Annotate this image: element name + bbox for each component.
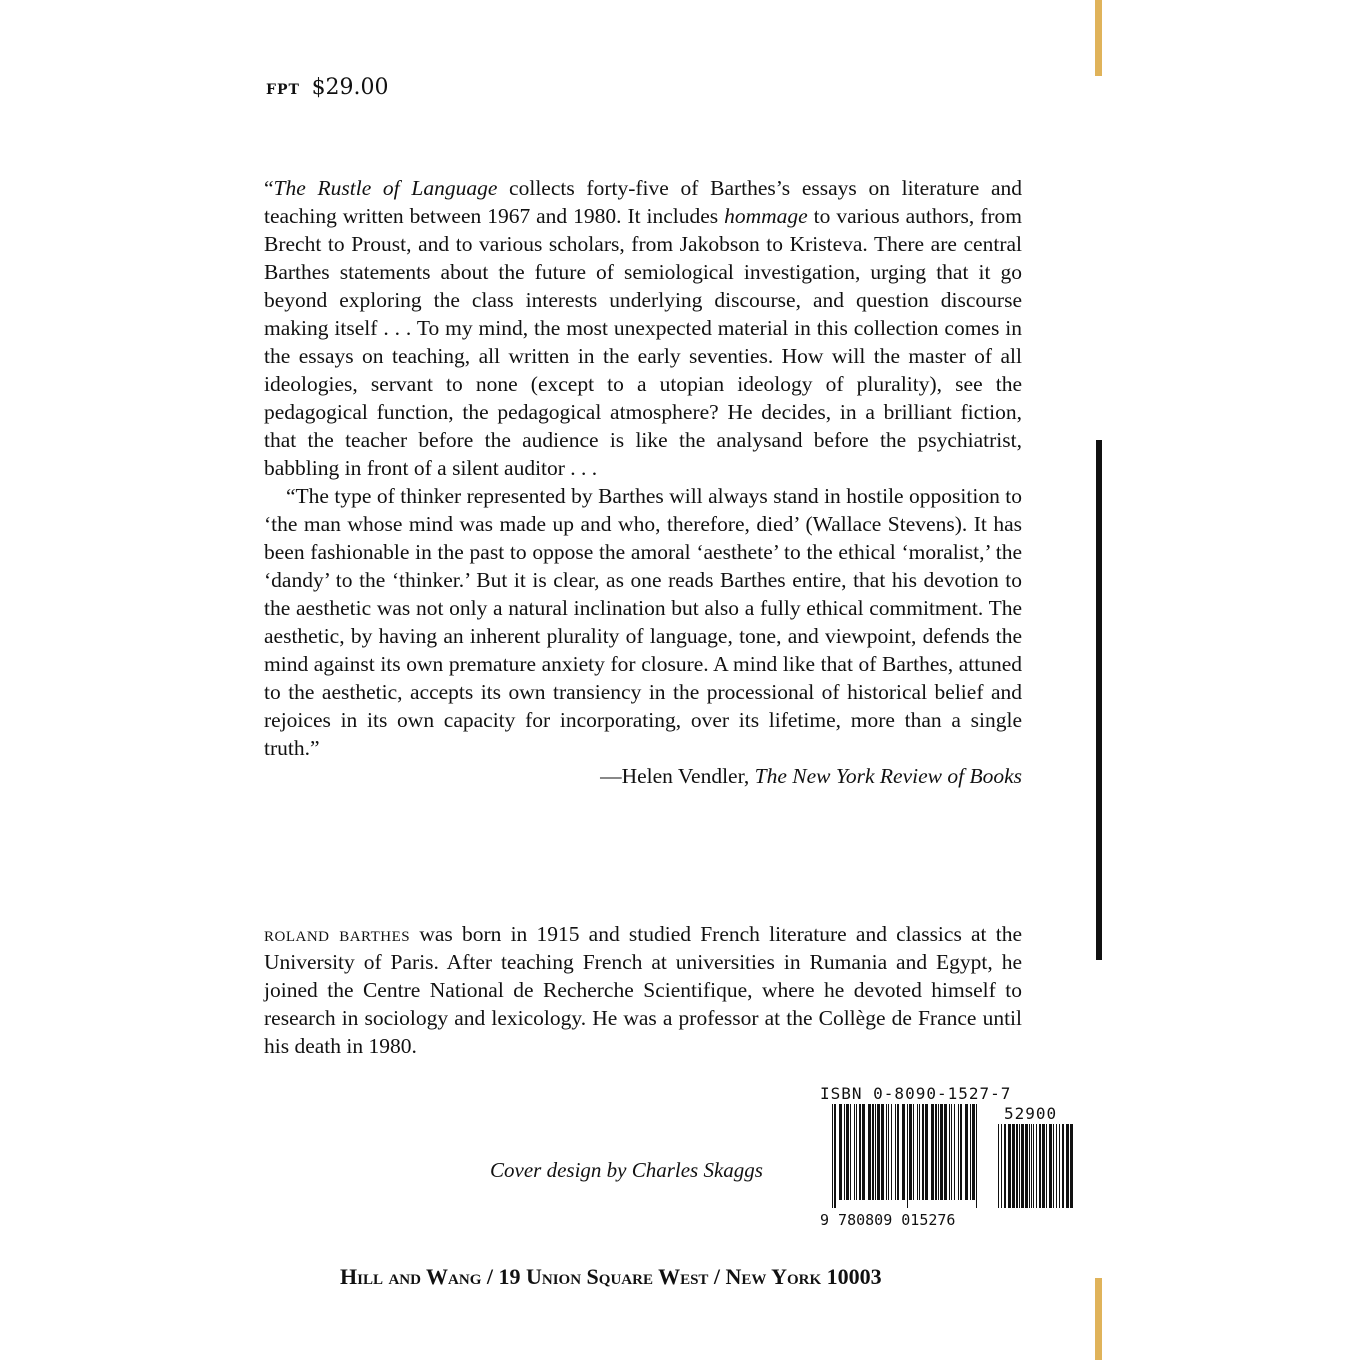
quote-text-1a: collects forty-five of Barthes’s essays on literature and teaching written between 1967 and 1980. It includes: [264, 176, 1022, 228]
barcode-bar: [917, 1104, 918, 1200]
barcode-addon-bar: [1019, 1124, 1020, 1208]
barcode-addon-bar: [1025, 1124, 1028, 1208]
spine-mark-middle: [1096, 440, 1102, 960]
book-title: The Rustle of Language: [273, 176, 498, 200]
barcode-bar: [960, 1104, 962, 1200]
barcode-bar: [850, 1104, 851, 1200]
attribution-name: —Helen Vendler,: [600, 764, 755, 788]
publisher-address: Hill and Wang / 19 Union Square West / New York 10003: [340, 1264, 882, 1289]
cover-credit: Cover design by Charles Skaggs: [490, 1158, 763, 1182]
barcode-bar: [846, 1104, 849, 1200]
barcode-addon-bar: [1016, 1124, 1018, 1208]
barcode-bar: [859, 1104, 861, 1200]
barcode-bar: [854, 1104, 855, 1200]
barcode-bar: [881, 1104, 884, 1200]
barcode-price-code: 52900: [1004, 1104, 1058, 1123]
barcode-bar: [970, 1104, 971, 1200]
barcode-addon-bar: [1021, 1124, 1024, 1208]
spine-mark-bottom: [1095, 1278, 1102, 1360]
quote-attribution: [264, 762, 1022, 790]
barcode-bar: [976, 1104, 977, 1208]
barcode-bar: [902, 1104, 905, 1200]
quote-paragraph-2: “The type of thinker represented by Barthes will always stand in hostile opposition to ‘the man whose mind was made up and who, therefore, died’ (Wallace Stevens). It has been fashionable in the past to oppose the amoral ‘aesthete’ to the ethical ‘moralist,’ the ‘dandy’ to the ‘thinker.’ But it is clear, as one reads Barthes entire, that his devotion to the aesthetic was not only a natural inclination but also a fully ethical commitment. The aesthetic, by having an inherent plurality of language, tone, and viewpoint, defends the mind against its own premature anxiety for closure. A mind like that of Barthes, attuned to the aesthetic, accepts its own transiency in the processional of historical belief and rejoices in its own capacity for incorporating, over its lifetime, more than a single truth.”: [264, 484, 1022, 760]
barcode-bar: [832, 1104, 833, 1208]
author-bio: [264, 920, 1022, 1060]
barcode-addon-bar: [998, 1124, 999, 1208]
barcode-addon-bar: [1059, 1124, 1060, 1208]
barcode-bar: [886, 1104, 887, 1200]
barcode-bar: [944, 1104, 947, 1200]
barcode-bar: [922, 1104, 924, 1200]
barcode-bar: [907, 1104, 908, 1208]
barcode-bar: [839, 1104, 842, 1200]
barcode-bar: [940, 1104, 943, 1200]
barcode-addon-bar: [1033, 1124, 1034, 1208]
barcode-addon-bar: [1036, 1124, 1037, 1208]
price-amount: $29.00: [311, 75, 389, 100]
barcode-addon-bar: [1004, 1124, 1006, 1208]
spine-mark-top: [1095, 0, 1102, 76]
author-name: roland barthes: [264, 922, 411, 946]
barcode-bar: [925, 1104, 928, 1200]
barcode-bar: [938, 1104, 939, 1200]
bio-paragraph: [264, 920, 1022, 1060]
barcode-addon-bar: [1070, 1124, 1073, 1208]
barcode-bar: [909, 1104, 912, 1200]
isbn-number: ISBN 0-8090-1527-7: [820, 1084, 1012, 1103]
barcode-addon-bar: [1053, 1124, 1054, 1208]
barcode-addon-bar: [1029, 1124, 1030, 1208]
quote-text-1b: to various authors, from Brecht to Proust, and to various scholars, from Jakobson to Kristeva. There are central Barthes statements about the future of semiological investigation, urging that it go beyond exploring the class interests underlying discourse, and question discourse making itself . . . To my mind, the most unexpected material in this collection comes in the essays on teaching, all written in the early seventies. How will the master of all ideologies, servant to none (except to a utopian ideology of plurality), see the pedagogical function, the pedagogical atmosphere? He decides, in a brilliant fiction, that the teacher before the audience is like the analysand before the psychiatrist, babbling in front of a silent auditor . . .: [264, 204, 1022, 480]
price-code: FPT: [266, 82, 300, 98]
barcode-addon-bar: [1046, 1124, 1047, 1208]
ean-number: 9 780809 015276: [820, 1211, 956, 1229]
barcode-addon-bar: [1031, 1124, 1032, 1208]
barcode: [820, 1084, 1080, 1234]
barcode-addon-bar: [1001, 1124, 1002, 1208]
barcode-addon-bar: [1012, 1124, 1015, 1208]
barcode-addon-bar: [1008, 1124, 1011, 1208]
barcode-bar: [856, 1104, 857, 1200]
barcode-bar: [875, 1104, 876, 1200]
barcode-bar: [872, 1104, 874, 1200]
barcode-bar: [834, 1104, 836, 1208]
barcode-bar: [862, 1104, 865, 1200]
barcode-bar: [972, 1104, 975, 1200]
barcode-bar: [913, 1104, 914, 1200]
barcode-bars: [820, 1104, 1080, 1214]
barcode-addon-bar: [1039, 1124, 1041, 1208]
barcode-bar: [958, 1104, 959, 1200]
barcode-bar: [935, 1104, 937, 1200]
barcode-bar: [897, 1104, 899, 1200]
bio-text: was born in 1915 and studied French literature and classics at the University of Paris. After teaching French at universities in Rumania and Egypt, he joined the Centre National de Recherche Scientifique, where he devoted himself to research in sociology and lexicology. He was a professor at the Collège de France until his death in 1980.: [264, 922, 1022, 1058]
review-quote: [264, 174, 1022, 790]
barcode-addon-bar: [1049, 1124, 1052, 1208]
quote-paragraph-1: [264, 174, 1022, 482]
barcode-addon-bar: [1056, 1124, 1057, 1208]
quote-open-mark: “: [264, 176, 274, 200]
barcode-bar: [895, 1104, 896, 1200]
barcode-bar: [877, 1104, 880, 1200]
barcode-bar: [965, 1104, 968, 1200]
barcode-bar: [844, 1104, 845, 1200]
barcode-bar: [954, 1104, 955, 1200]
barcode-bar: [888, 1104, 889, 1200]
barcode-bar: [949, 1104, 950, 1200]
barcode-addon-bar: [1066, 1124, 1069, 1208]
barcode-bar: [951, 1104, 952, 1200]
price-label: [266, 74, 389, 100]
barcode-bar: [868, 1104, 871, 1200]
hommage-term: hommage: [724, 204, 808, 228]
barcode-addon-bar: [1042, 1124, 1045, 1208]
barcode-bar: [931, 1104, 934, 1200]
barcode-bar: [919, 1104, 920, 1200]
barcode-bar: [891, 1104, 892, 1200]
attribution-source: The New York Review of Books: [754, 764, 1022, 788]
barcode-addon-bar: [1062, 1124, 1064, 1208]
